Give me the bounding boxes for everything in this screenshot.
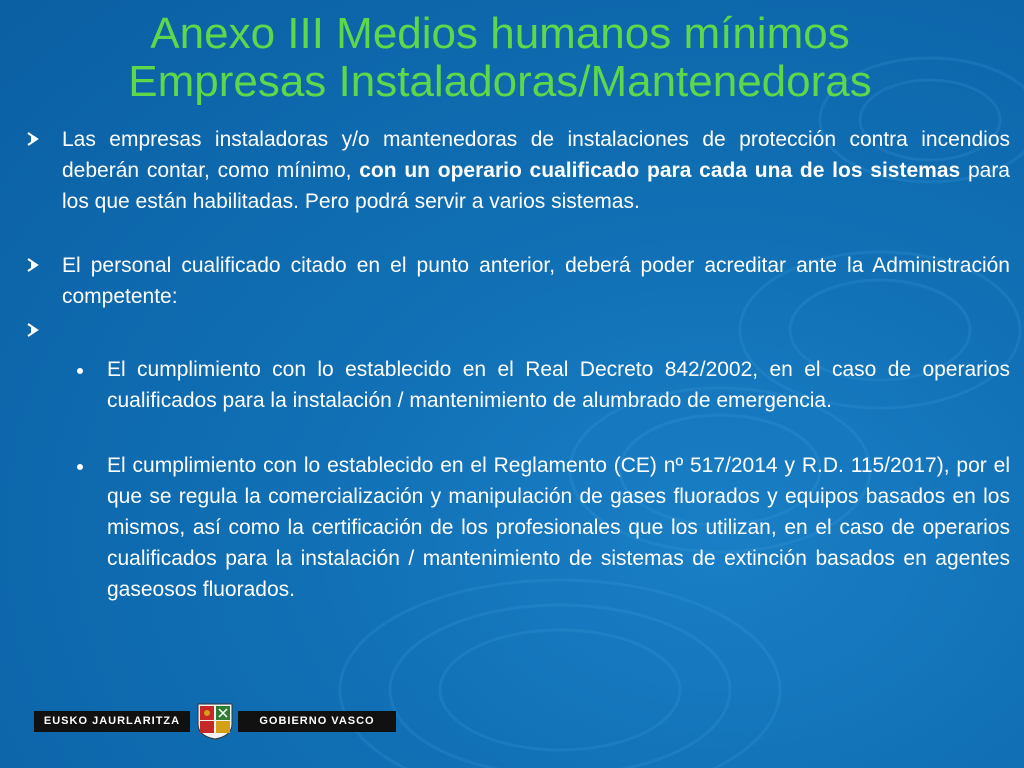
bullet-1-text-a: Las empresas instaladoras y/o mantenedoras de instalaciones de protección contra incendios deberán contar, como mínimo, — [62, 128, 1010, 182]
arrow-bullet-icon — [26, 131, 40, 147]
basque-government-shield-icon — [194, 702, 236, 740]
footer-label-spanish: GOBIERNO VASCO — [238, 711, 396, 732]
bullet-1 — [20, 124, 1010, 217]
slide-title — [0, 10, 1000, 106]
dot-bullet-icon — [77, 464, 83, 470]
title-line-2: Empresas Instaladoras/Mantenedoras — [128, 57, 872, 106]
footer-label-basque: EUSKO JAURLARITZA — [34, 711, 190, 732]
sub-bullet-1 — [20, 354, 1010, 416]
arrow-bullet-icon — [26, 322, 40, 338]
sub-bullet-1-text: El cumplimiento con lo establecido en el Real Decreto 842/2002, en el caso de operarios cualificados para la instalación / mantenimiento de alumbrado de emergencia. — [107, 358, 1010, 412]
bullet-2-text: El personal cualificado citado en el punto anterior, deberá poder acreditar ante la Administración competente: — [62, 254, 1010, 308]
title-line-1: Anexo III Medios humanos mínimos — [150, 9, 850, 58]
dot-bullet-icon — [77, 368, 83, 374]
sub-bullet-2 — [20, 450, 1010, 605]
slide-content — [20, 124, 1010, 605]
bullet-1-text-bold: con un operario cualificado para cada una de los sistemas — [359, 159, 961, 182]
bullet-2 — [20, 250, 1010, 312]
bullet-1-text-b: para los que están habilitadas. Pero podrá servir a varios sistemas. — [62, 159, 1010, 213]
footer-logo — [32, 702, 398, 740]
bullet-3-empty — [20, 315, 1010, 346]
arrow-bullet-icon — [26, 257, 40, 273]
sub-bullet-2-text: El cumplimiento con lo establecido en el Reglamento (CE) nº 517/2014 y R.D. 115/2017), por el que se regula la comercialización y manipulación de gases fluorados y equipos basados en los mismos, así como la certificación de los profesionales que los utilizan, en el caso de operarios cualificados para la instalación / mantenimiento de sistemas de extinción basados en agentes gaseosos fluorados. — [107, 454, 1010, 601]
